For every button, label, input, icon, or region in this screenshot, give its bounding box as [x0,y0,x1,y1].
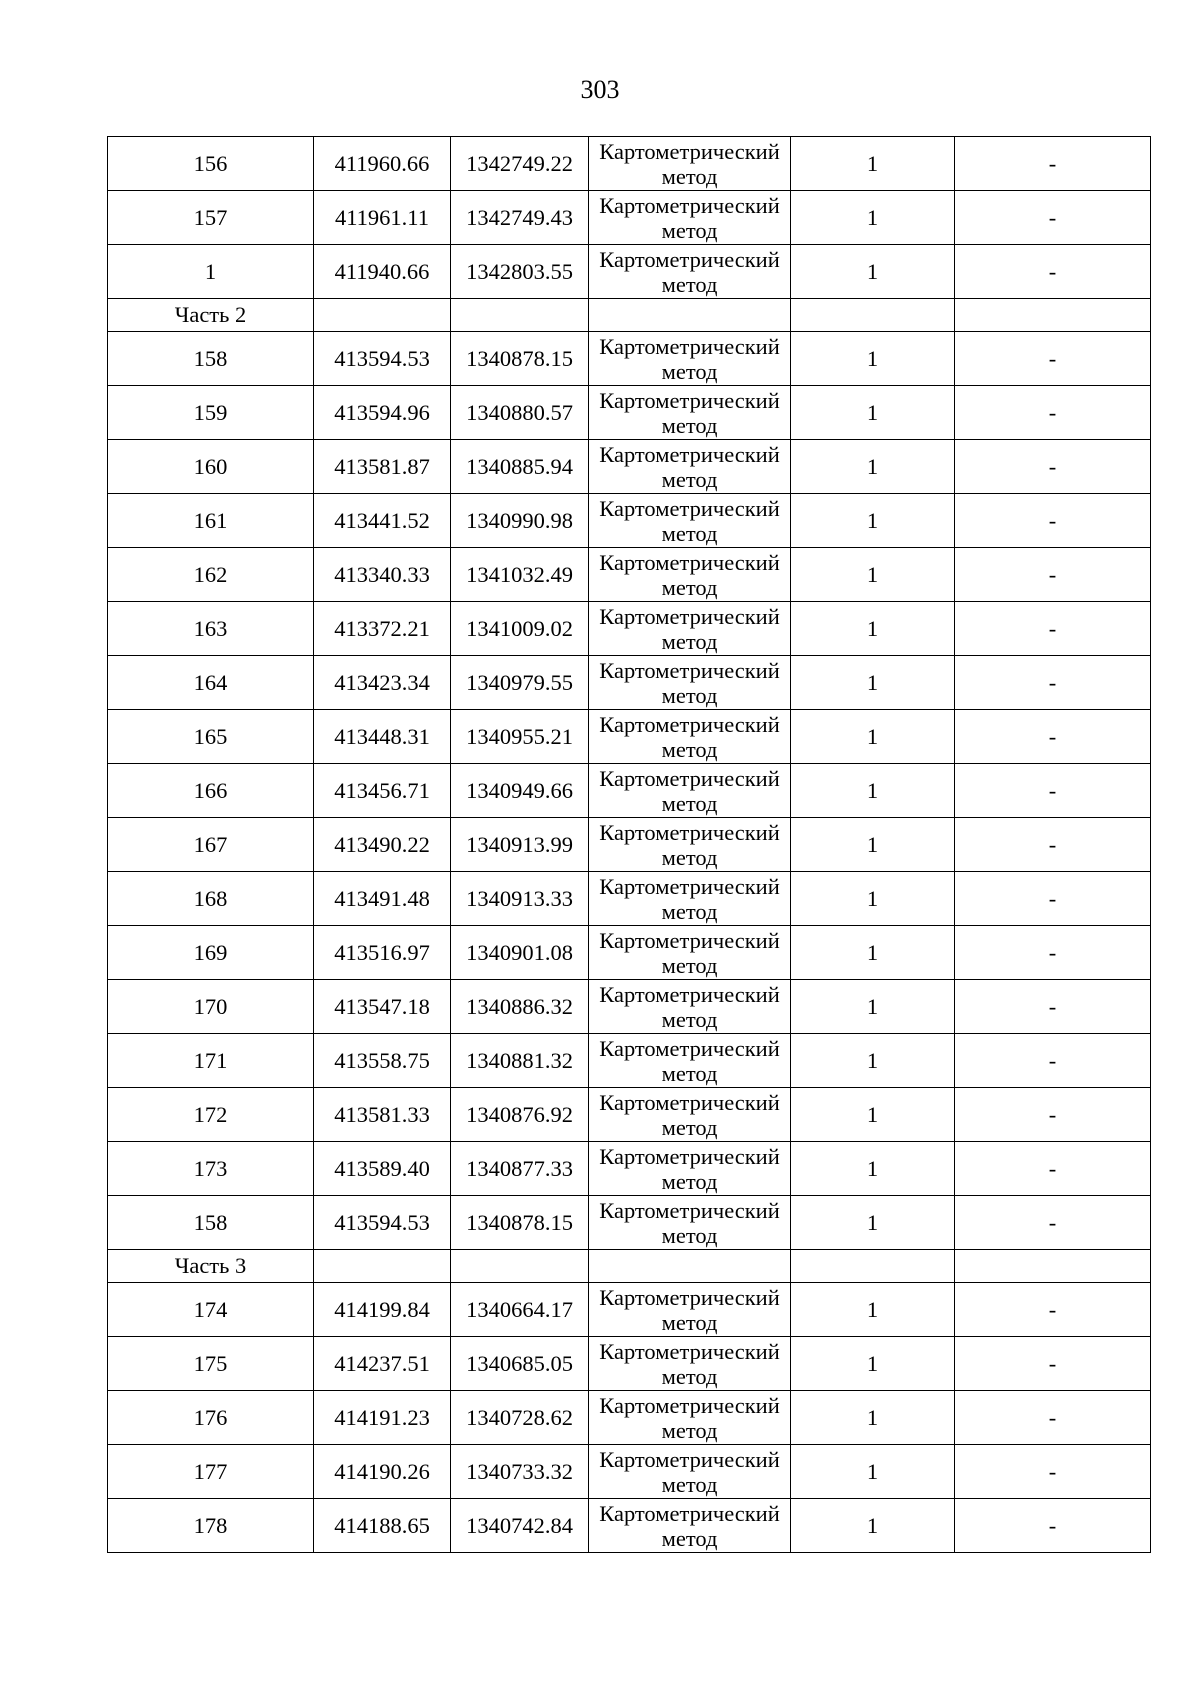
accuracy-cell: 1 [791,980,955,1034]
y-coordinate-cell: 1340877.33 [451,1142,589,1196]
method-cell [589,494,791,548]
method-cell [589,710,791,764]
accuracy-cell: 1 [791,245,955,299]
method-cell [589,137,791,191]
table-row [108,656,1151,710]
description-cell: - [955,710,1151,764]
method-line-1: Картометрический [599,819,780,845]
table-row [108,1142,1151,1196]
point-number-cell: 171 [108,1034,314,1088]
method-cell [589,1196,791,1250]
method-cell [589,1337,791,1391]
x-coordinate-cell: 411940.66 [314,245,451,299]
x-coordinate-cell: 414188.65 [314,1499,451,1553]
x-coordinate-cell: 413448.31 [314,710,451,764]
table-row [108,332,1151,386]
method-line-2: метод [661,1168,718,1194]
point-number-cell: 156 [108,137,314,191]
y-coordinate-cell: 1340880.57 [451,386,589,440]
point-number-cell: 178 [108,1499,314,1553]
accuracy-cell: 1 [791,386,955,440]
empty-cell [791,299,955,332]
section-label: Часть 2 [108,299,314,332]
method-line-1: Картометрический [599,1035,780,1061]
method-cell [589,818,791,872]
method-line-1: Картометрический [599,1197,780,1223]
empty-cell [314,1250,451,1283]
method-cell [589,191,791,245]
description-cell: - [955,245,1151,299]
method-line-1: Картометрический [599,1089,780,1115]
table-row [108,1088,1151,1142]
y-coordinate-cell: 1340913.33 [451,872,589,926]
description-cell: - [955,1088,1151,1142]
method-cell [589,656,791,710]
empty-cell [955,299,1151,332]
table-row [108,1337,1151,1391]
method-line-1: Картометрический [599,981,780,1007]
accuracy-cell: 1 [791,137,955,191]
x-coordinate-cell: 411961.11 [314,191,451,245]
accuracy-cell: 1 [791,1283,955,1337]
accuracy-cell: 1 [791,602,955,656]
method-line-1: Картометрический [599,1143,780,1169]
method-line-2: метод [661,736,718,762]
description-cell: - [955,980,1151,1034]
method-cell [589,1088,791,1142]
method-line-1: Картометрический [599,1338,780,1364]
method-line-2: метод [661,1060,718,1086]
accuracy-cell: 1 [791,1499,955,1553]
description-cell: - [955,548,1151,602]
table-row [108,191,1151,245]
method-line-2: метод [661,217,718,243]
method-cell [589,1445,791,1499]
y-coordinate-cell: 1342749.43 [451,191,589,245]
table-row [108,137,1151,191]
empty-cell [451,299,589,332]
accuracy-cell: 1 [791,872,955,926]
empty-cell [314,299,451,332]
page-number: 303 [580,75,620,104]
accuracy-cell: 1 [791,1034,955,1088]
y-coordinate-cell: 1340728.62 [451,1391,589,1445]
x-coordinate-cell: 413423.34 [314,656,451,710]
description-cell: - [955,872,1151,926]
y-coordinate-cell: 1340979.55 [451,656,589,710]
description-cell: - [955,656,1151,710]
point-number-cell: 158 [108,1196,314,1250]
method-line-2: метод [661,412,718,438]
point-number-cell: 158 [108,332,314,386]
x-coordinate-cell: 413558.75 [314,1034,451,1088]
y-coordinate-cell: 1341032.49 [451,548,589,602]
x-coordinate-cell: 414191.23 [314,1391,451,1445]
accuracy-cell: 1 [791,656,955,710]
point-number-cell: 1 [108,245,314,299]
description-cell: - [955,764,1151,818]
method-cell [589,440,791,494]
description-cell: - [955,1283,1151,1337]
table-row [108,1283,1151,1337]
point-number-cell: 169 [108,926,314,980]
section-label: Часть 3 [108,1250,314,1283]
y-coordinate-cell: 1340733.32 [451,1445,589,1499]
table-row [108,710,1151,764]
method-line-2: метод [661,358,718,384]
table-row [108,1499,1151,1553]
description-cell: - [955,1391,1151,1445]
point-number-cell: 161 [108,494,314,548]
y-coordinate-cell: 1340886.32 [451,980,589,1034]
x-coordinate-cell: 413516.97 [314,926,451,980]
accuracy-cell: 1 [791,548,955,602]
table-row [108,1196,1151,1250]
accuracy-cell: 1 [791,1196,955,1250]
method-line-1: Картометрический [599,1392,780,1418]
method-line-1: Картометрический [599,873,780,899]
y-coordinate-cell: 1342803.55 [451,245,589,299]
point-number-cell: 162 [108,548,314,602]
table-row [108,1445,1151,1499]
method-cell [589,1499,791,1553]
accuracy-cell: 1 [791,191,955,245]
description-cell: - [955,1337,1151,1391]
y-coordinate-cell: 1340949.66 [451,764,589,818]
method-line-1: Картометрический [599,1446,780,1472]
x-coordinate-cell: 413594.53 [314,332,451,386]
point-number-cell: 160 [108,440,314,494]
accuracy-cell: 1 [791,494,955,548]
method-line-2: метод [661,1006,718,1032]
section-row [108,299,1151,332]
y-coordinate-cell: 1340990.98 [451,494,589,548]
x-coordinate-cell: 413589.40 [314,1142,451,1196]
point-number-cell: 175 [108,1337,314,1391]
empty-cell [955,1250,1151,1283]
method-line-1: Картометрический [599,1284,780,1310]
x-coordinate-cell: 413594.53 [314,1196,451,1250]
method-cell [589,1391,791,1445]
method-line-1: Картометрический [599,711,780,737]
x-coordinate-cell: 413594.96 [314,386,451,440]
accuracy-cell: 1 [791,764,955,818]
table-row [108,548,1151,602]
x-coordinate-cell: 413581.33 [314,1088,451,1142]
table-row [108,926,1151,980]
accuracy-cell: 1 [791,926,955,980]
description-cell: - [955,386,1151,440]
empty-cell [589,1250,791,1283]
table-row [108,245,1151,299]
x-coordinate-cell: 413491.48 [314,872,451,926]
x-coordinate-cell: 413490.22 [314,818,451,872]
point-number-cell: 166 [108,764,314,818]
method-line-1: Картометрический [599,246,780,272]
method-cell [589,1283,791,1337]
table-row [108,440,1151,494]
point-number-cell: 165 [108,710,314,764]
table-row [108,1034,1151,1088]
description-cell: - [955,818,1151,872]
accuracy-cell: 1 [791,1337,955,1391]
table-row [108,764,1151,818]
point-number-cell: 157 [108,191,314,245]
description-cell: - [955,332,1151,386]
y-coordinate-cell: 1342749.22 [451,137,589,191]
y-coordinate-cell: 1340878.15 [451,1196,589,1250]
method-line-2: метод [661,1309,718,1335]
method-line-2: метод [661,466,718,492]
y-coordinate-cell: 1340685.05 [451,1337,589,1391]
method-cell [589,548,791,602]
method-line-2: метод [661,898,718,924]
y-coordinate-cell: 1340664.17 [451,1283,589,1337]
table-row [108,872,1151,926]
description-cell: - [955,1445,1151,1499]
method-line-2: метод [661,682,718,708]
method-line-1: Картометрический [599,138,780,164]
method-line-2: метод [661,1114,718,1140]
point-number-cell: 163 [108,602,314,656]
section-row [108,1250,1151,1283]
accuracy-cell: 1 [791,710,955,764]
method-cell [589,1142,791,1196]
description-cell: - [955,1499,1151,1553]
point-number-cell: 173 [108,1142,314,1196]
method-cell [589,980,791,1034]
y-coordinate-cell: 1341009.02 [451,602,589,656]
coordinates-table-body [108,137,1151,1553]
method-cell [589,764,791,818]
method-line-2: метод [661,1525,718,1551]
method-cell [589,872,791,926]
method-line-2: метод [661,1417,718,1443]
point-number-cell: 176 [108,1391,314,1445]
method-line-1: Картометрический [599,192,780,218]
method-cell [589,386,791,440]
description-cell: - [955,494,1151,548]
method-line-1: Картометрический [599,927,780,953]
description-cell: - [955,926,1151,980]
empty-cell [791,1250,955,1283]
method-line-1: Картометрический [599,765,780,791]
method-line-1: Картометрический [599,603,780,629]
x-coordinate-cell: 413340.33 [314,548,451,602]
x-coordinate-cell: 413372.21 [314,602,451,656]
method-cell [589,1034,791,1088]
point-number-cell: 170 [108,980,314,1034]
method-line-2: метод [661,628,718,654]
accuracy-cell: 1 [791,1391,955,1445]
description-cell: - [955,137,1151,191]
point-number-cell: 174 [108,1283,314,1337]
y-coordinate-cell: 1340878.15 [451,332,589,386]
description-cell: - [955,602,1151,656]
method-line-1: Картометрический [599,657,780,683]
method-line-2: метод [661,574,718,600]
x-coordinate-cell: 414237.51 [314,1337,451,1391]
method-line-2: метод [661,1222,718,1248]
x-coordinate-cell: 414199.84 [314,1283,451,1337]
method-cell [589,602,791,656]
accuracy-cell: 1 [791,1142,955,1196]
description-cell: - [955,1034,1151,1088]
y-coordinate-cell: 1340901.08 [451,926,589,980]
method-line-2: метод [661,790,718,816]
x-coordinate-cell: 413441.52 [314,494,451,548]
empty-cell [589,299,791,332]
y-coordinate-cell: 1340881.32 [451,1034,589,1088]
table-row [108,818,1151,872]
x-coordinate-cell: 414190.26 [314,1445,451,1499]
description-cell: - [955,1142,1151,1196]
description-cell: - [955,440,1151,494]
table-row [108,386,1151,440]
method-cell [589,332,791,386]
point-number-cell: 168 [108,872,314,926]
table-row [108,602,1151,656]
y-coordinate-cell: 1340742.84 [451,1499,589,1553]
x-coordinate-cell: 413547.18 [314,980,451,1034]
x-coordinate-cell: 413581.87 [314,440,451,494]
point-number-cell: 159 [108,386,314,440]
accuracy-cell: 1 [791,332,955,386]
y-coordinate-cell: 1340876.92 [451,1088,589,1142]
method-line-1: Картометрический [599,387,780,413]
point-number-cell: 177 [108,1445,314,1499]
method-line-2: метод [661,271,718,297]
method-cell [589,926,791,980]
table-row [108,494,1151,548]
method-line-1: Картометрический [599,1500,780,1526]
y-coordinate-cell: 1340955.21 [451,710,589,764]
accuracy-cell: 1 [791,1445,955,1499]
method-line-2: метод [661,952,718,978]
method-line-1: Картометрический [599,441,780,467]
point-number-cell: 167 [108,818,314,872]
method-line-2: метод [661,1363,718,1389]
description-cell: - [955,191,1151,245]
y-coordinate-cell: 1340913.99 [451,818,589,872]
accuracy-cell: 1 [791,440,955,494]
method-line-2: метод [661,520,718,546]
point-number-cell: 164 [108,656,314,710]
description-cell: - [955,1196,1151,1250]
table-row [108,1391,1151,1445]
table-row [108,980,1151,1034]
accuracy-cell: 1 [791,1088,955,1142]
point-number-cell: 172 [108,1088,314,1142]
method-cell [589,245,791,299]
method-line-1: Картометрический [599,495,780,521]
method-line-1: Картометрический [599,333,780,359]
x-coordinate-cell: 411960.66 [314,137,451,191]
x-coordinate-cell: 413456.71 [314,764,451,818]
method-line-2: метод [661,163,718,189]
method-line-2: метод [661,844,718,870]
y-coordinate-cell: 1340885.94 [451,440,589,494]
empty-cell [451,1250,589,1283]
accuracy-cell: 1 [791,818,955,872]
coordinates-table [107,136,1151,1553]
method-line-2: метод [661,1471,718,1497]
method-line-1: Картометрический [599,549,780,575]
